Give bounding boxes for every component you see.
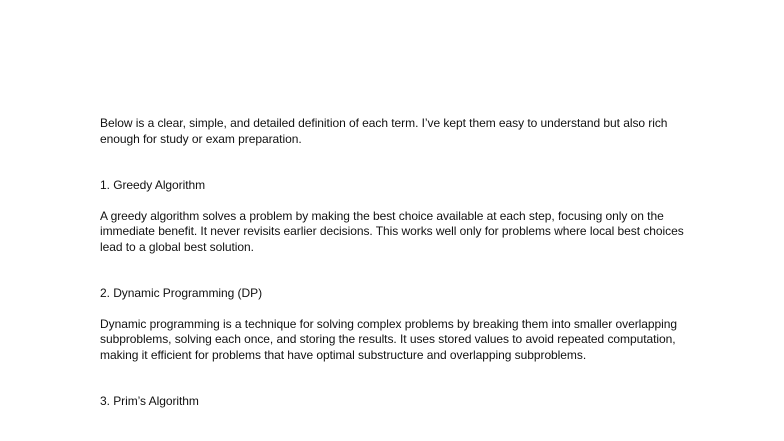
intro-paragraph: Below is a clear, simple, and detailed definition of each term. I’ve kept them easy to understand but also rich enough for study or exam preparation. [100, 116, 668, 146]
section-heading-prims: 3. Prim’s Algorithm [100, 394, 199, 408]
document-content [100, 116, 700, 425]
section-heading-greedy: 1. Greedy Algorithm [100, 178, 206, 192]
section-heading-dp: 2. Dynamic Programming (DP) [100, 286, 263, 300]
section-body-dp: Dynamic programming is a technique for solving complex problems by breaking them into smaller overlapping subproblems, solving each once, and storing the results. It uses stored values to avoid repeated computation, making it efficient for problems that have optimal substructure and overlapping subproblems. [100, 316, 678, 362]
section-body-greedy: A greedy algorithm solves a problem by making the best choice available at each step, focusing only on the immediate benefit. It never revisits earlier decisions. This works well only for problems where local best choices lead to a global best solution. [100, 208, 684, 254]
